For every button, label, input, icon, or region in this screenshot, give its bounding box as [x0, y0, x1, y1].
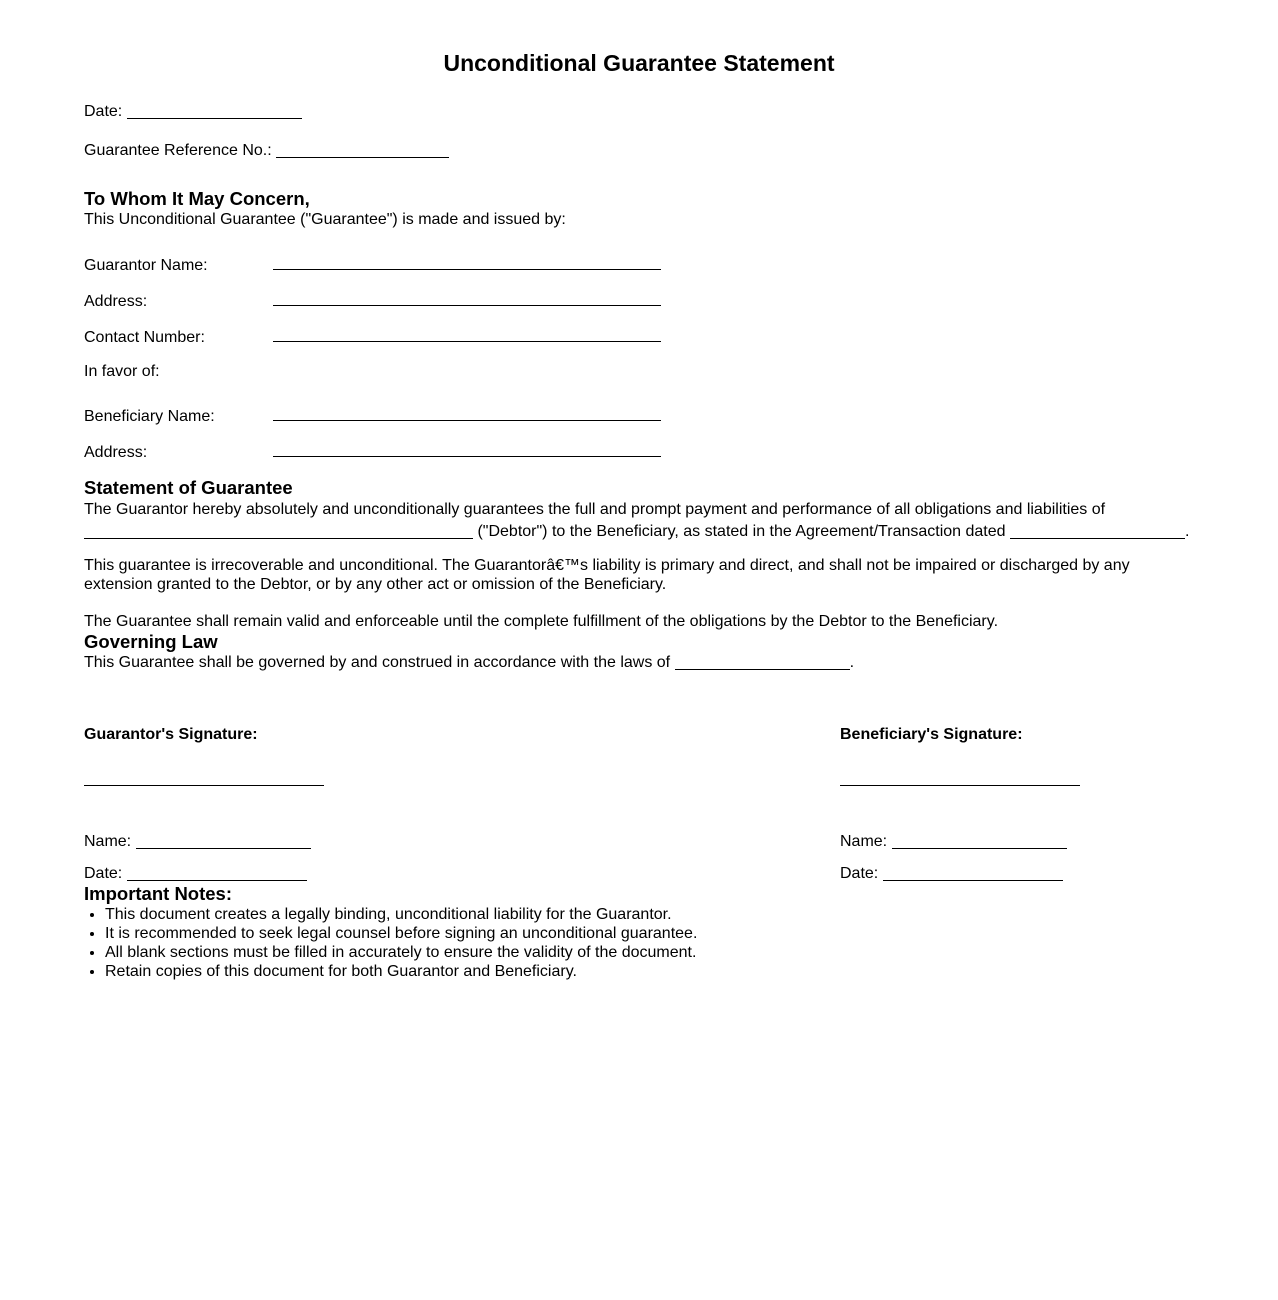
guarantor-date-sign-row: [84, 864, 840, 883]
agreement-date-blank-line: [1010, 523, 1185, 539]
governing-law-heading: Governing Law: [84, 631, 218, 652]
note-item: • This document creates a legally binding, unconditional liability for the Guarantor.: [105, 905, 1194, 924]
beneficiary-signature-line: [840, 775, 1080, 786]
beneficiary-signature-heading: Beneficiary's Signature:: [840, 726, 1023, 743]
beneficiary-name-label: Beneficiary Name:: [84, 408, 215, 425]
reference-row: [84, 141, 1194, 160]
governing-law-period: .: [849, 654, 855, 671]
statement-p1-text-mid: ("Debtor") to the Beneficiary, as stated in the Agreement/Transaction dated: [477, 523, 1006, 540]
note-item: • It is recommended to seek legal counsel before signing an unconditional guarantee.: [105, 924, 1194, 943]
date-blank-line: [127, 103, 302, 119]
guarantor-name-blank-line: [273, 254, 661, 270]
statement-of-guarantee-heading: Statement of Guarantee: [84, 477, 293, 498]
beneficiary-sign-date-label: Date:: [840, 865, 879, 882]
signatures-section: [84, 725, 1194, 883]
guarantor-signature-block: [84, 725, 840, 883]
beneficiary-date-sign-row: [840, 864, 1194, 883]
important-notes-list: [84, 905, 1194, 981]
debtor-blank-line: [84, 523, 473, 539]
governing-law-text: This Guarantee shall be governed by and construed in accordance with the laws of: [84, 654, 671, 671]
in-favor-of-label: In favor of:: [84, 363, 160, 380]
reference-blank-line: [276, 142, 449, 158]
beneficiary-sign-name-label: Name:: [840, 833, 888, 850]
contact-number-label: Contact Number:: [84, 329, 205, 346]
guarantor-sign-date-blank-line: [127, 865, 307, 881]
guarantor-address-label: Address:: [84, 293, 148, 310]
beneficiary-name-sign-row: [840, 832, 1194, 851]
reference-label: Guarantee Reference No.:: [84, 142, 272, 159]
guarantor-name-row: [84, 254, 1194, 275]
beneficiary-signature-block: [840, 725, 1194, 883]
beneficiary-address-row: [84, 441, 1194, 462]
salutation-heading: To Whom It May Concern,: [84, 188, 310, 209]
note-item: • All blank sections must be filled in accurately to ensure the validity of the document.: [105, 943, 1194, 962]
guarantor-signature-line: [84, 775, 324, 786]
statement-paragraph-3: The Guarantee shall remain valid and enforceable until the complete fulfillment of the obligations by the Debtor to the Beneficiary.: [84, 613, 999, 630]
important-notes-heading: Important Notes:: [84, 883, 232, 904]
in-favor-of-row: [84, 362, 1194, 381]
contact-number-row: [84, 326, 1194, 347]
guarantor-address-blank-line: [273, 290, 661, 306]
contact-number-blank-line: [273, 326, 661, 342]
beneficiary-name-blank-line: [273, 405, 661, 421]
beneficiary-address-label: Address:: [84, 444, 148, 461]
guarantor-sign-name-label: Name:: [84, 833, 132, 850]
guarantor-name-label: Guarantor Name:: [84, 257, 208, 274]
beneficiary-address-blank-line: [273, 441, 661, 457]
guarantor-sign-date-label: Date:: [84, 865, 123, 882]
statement-p1-text-before: The Guarantor hereby absolutely and unconditionally guarantees the full and prompt payment and performance of all obligations and liabilities of: [84, 501, 1106, 518]
statement-paragraph-2: This guarantee is irrecoverable and unconditional. The Guarantorâ€™s liability is primary and direct, and shall not be impaired or discharged by any extension granted to the Debtor, or by any other act or omission of the Beneficiary.: [84, 557, 1130, 593]
guarantor-address-row: [84, 290, 1194, 311]
guarantor-name-sign-row: [84, 832, 840, 851]
statement-p1-period: .: [1185, 523, 1190, 540]
beneficiary-sign-name-blank-line: [892, 833, 1067, 849]
governing-law-paragraph: [84, 653, 1194, 672]
date-row: [84, 102, 1194, 121]
statement-paragraph-1: [84, 499, 1194, 543]
date-label: Date:: [84, 103, 123, 120]
guarantor-sign-name-blank-line: [136, 833, 311, 849]
beneficiary-name-row: [84, 405, 1194, 426]
note-item: • Retain copies of this document for both Guarantor and Beneficiary.: [105, 962, 1194, 981]
governing-law-blank-line: [675, 654, 850, 670]
beneficiary-sign-date-blank-line: [883, 865, 1063, 881]
guarantor-signature-heading: Guarantor's Signature:: [84, 726, 258, 743]
intro-paragraph: This Unconditional Guarantee ("Guarantee") is made and issued by:: [84, 211, 566, 228]
document-title: Unconditional Guarantee Statement: [443, 50, 835, 76]
